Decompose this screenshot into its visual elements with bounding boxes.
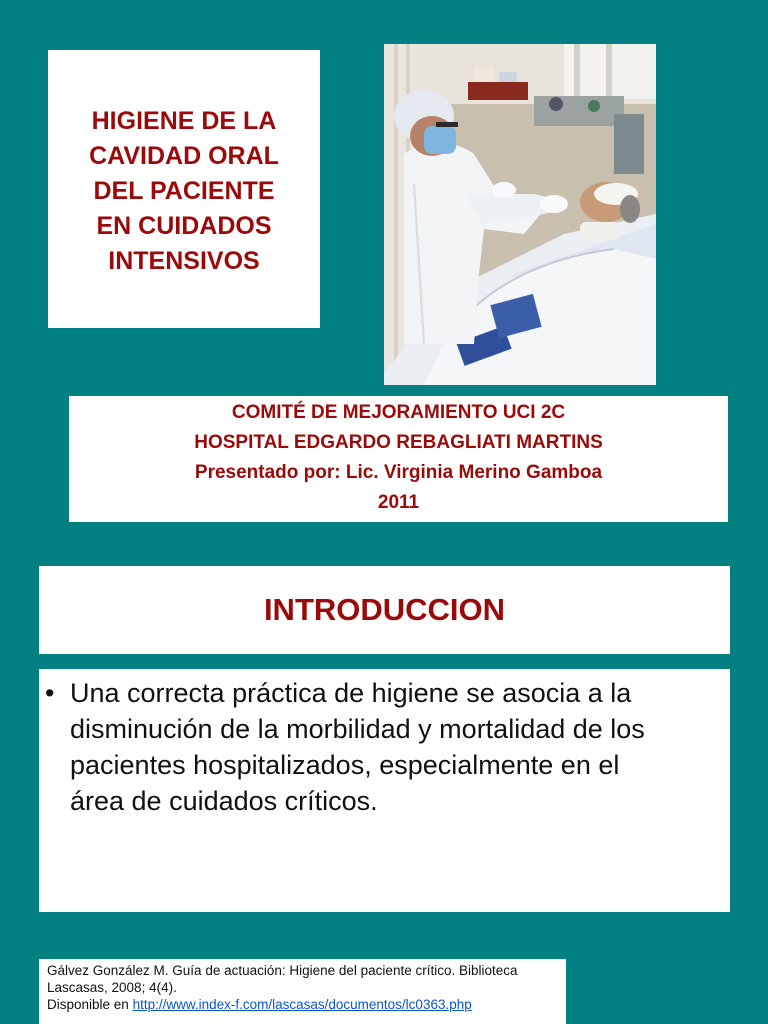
intro-heading-box	[39, 566, 730, 654]
bullet-box	[39, 669, 730, 912]
bullet-text-line: área de cuidados críticos.	[70, 786, 378, 816]
hospital-line: HOSPITAL EDGARDO REBAGLIATI MARTINS	[194, 432, 603, 453]
reference-box	[39, 959, 566, 1024]
bullet-text-line: Una correcta práctica de higiene se asocia a la	[70, 678, 632, 708]
photo-illustration	[384, 44, 656, 385]
reference-citation	[39, 959, 566, 1013]
reference-line: Gálvez González M. Guía de actuación: Higiene del paciente crítico. Biblioteca	[47, 963, 518, 978]
title-line: HIGIENE DE LA	[91, 106, 277, 135]
page-title	[89, 100, 279, 279]
nurse-patient-photo	[384, 44, 656, 385]
title-line: INTENSIVOS	[108, 246, 260, 275]
section-heading: INTRODUCCION	[263, 592, 506, 627]
reference-link[interactable]: http://www.index-f.com/lascasas/documentos/lc0363.php	[132, 997, 472, 1012]
bullet-text-line: pacientes hospitalizados, especialmente en el	[70, 750, 620, 780]
credits-box	[69, 396, 728, 522]
reference-available-prefix: Disponible en	[47, 997, 133, 1012]
reference-available-line	[47, 996, 558, 1013]
bullet-text-line: disminución de la morbilidad y mortalidad de los	[70, 714, 645, 744]
title-box	[48, 50, 320, 328]
reference-line: Lascasas, 2008; 4(4).	[47, 980, 177, 995]
committee-line: COMITÉ DE MEJORAMIENTO UCI 2C	[231, 402, 566, 423]
title-line: DEL PACIENTE	[93, 176, 275, 205]
title-line: EN CUIDADOS	[96, 211, 272, 240]
bullet-glyph: •	[45, 678, 55, 708]
year-line: 2011	[377, 492, 420, 513]
title-line: CAVIDAD ORAL	[89, 141, 279, 170]
bullet-text	[70, 675, 720, 819]
presenter-line: Presentado por: Lic. Virginia Merino Gamboa	[194, 462, 603, 483]
